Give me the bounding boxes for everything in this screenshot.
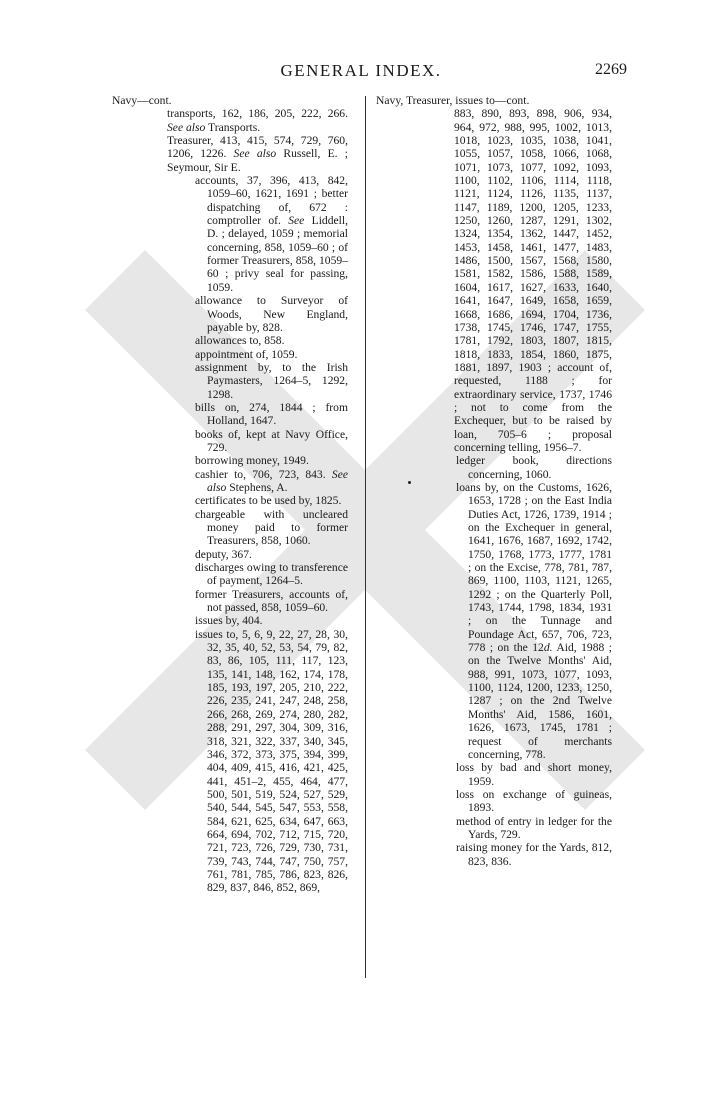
index-subentry-issues-by: issues by, 404. xyxy=(195,614,263,628)
page-title: GENERAL INDEX. xyxy=(280,61,442,80)
index-subentry-allowance: allowance to Surveyor of Woods, New England, payable by, 828. xyxy=(195,294,348,334)
index-subentry-loans: loans by, on the Customs, 1626, 1653, 1728 ; on the East India Duties Act, 1726, 1739, 1914 ; on the Exchequer in general, 1641, 1676, 1687, 1692, 1742, 1750, 1768, 1773, 1777, 1781 ; on the Excise, 778, 781, 787, 869, 1100, 1103, 1121, 1265, 1292 ; on the Quarterly Poll, 1743, 1744, 1798, 1834, 1931 ; on the Tunnage and Poundage Act, 657, 706, 723, 778 ; on the 12d. Aid, 1988 ; on the Twelve Months' Aid, 988, 991, 1073, 1077, 1093, 1100, 1124, 1200, 1233, 1250, 1287 ; on the 2nd Twelve Months' Aid, 1586, 1601, 1626, 1673, 1745, 1781 ; request of merchants concerning, 778. xyxy=(456,480,612,761)
stray-mark xyxy=(408,481,411,484)
index-subentry-raising-money: raising money for the Yards, 812, 823, 836. xyxy=(456,841,612,868)
right-column xyxy=(376,94,612,868)
index-subentry-issues-to: issues to, 5, 6, 9, 22, 27, 28, 30, 32, 35, 40, 52, 53, 54, 79, 82, 83, 86, 105, 111, 117, 123, 135, 141, 148, 162, 174, 178, 185, 193, 197, 205, 210, 222, 226, 235, 241, 247, 248, 258, 266, 268, 269, 274, 280, 282, 288, 291, 297, 304, 309, 316, 318, 321, 322, 337, 340, 345, 346, 372, 373, 375, 394, 399, 404, 409, 415, 416, 421, 425, 441, 451–2, 455, 464, 477, 500, 501, 519, 524, 527, 529, 540, 544, 545, 547, 553, 558, 584, 621, 625, 634, 647, 663, 664, 694, 702, 712, 715, 720, 721, 723, 726, 729, 730, 731, 739, 743, 744, 747, 750, 757, 761, 781, 785, 786, 823, 826, 829, 837, 846, 852, 869, xyxy=(195,627,348,895)
index-entry-transports: transports, 162, 186, 205, 222, 266. See also Transports. xyxy=(167,107,348,134)
index-subentry-ledger: ledger book, directions concerning, 1060. xyxy=(456,454,612,481)
index-subentry-books: books of, kept at Navy Office, 729. xyxy=(195,427,348,454)
section-heading: Navy—cont. xyxy=(112,94,172,107)
index-subentry-borrowing: borrowing money, 1949. xyxy=(195,454,309,468)
left-column xyxy=(112,94,348,895)
index-subentry-deputy: deputy, 367. xyxy=(195,547,252,561)
index-subentry-chargeable: chargeable with uncleared money paid to former Treasurers, 858, 1060. xyxy=(195,507,348,548)
index-subentry-appointment: appointment of, 1059. xyxy=(195,347,298,361)
index-subentry-assignment: assignment by, to the Irish Paymasters, 1264–5, 1292, 1298. xyxy=(195,360,348,401)
index-subentry-certificates: certificates to be used by, 1825. xyxy=(195,494,342,508)
index-subentry-cashier: cashier to, 706, 723, 843. See also Stephens, A. xyxy=(195,467,348,494)
index-subentry-accounts: accounts, 37, 396, 413, 842, 1059–60, 1621, 1691 ; better dispatching of, 672 : comptroller of. See Liddell, D. ; delayed, 1059 ; memorial concerning, 858, 1059–60 ; of former Treasurers, 858, 1059–60 ; privy seal for passing, 1059. xyxy=(195,174,349,294)
index-subentry-loss-exchange: loss on exchange of guineas, 1893. xyxy=(456,787,612,815)
index-subentry-former-treasurers: former Treasurers, accounts of, not passed, 858, 1059–60. xyxy=(195,587,348,615)
index-entry-treasurer: Treasurer, 413, 415, 574, 729, 760, 1206, 1226. See also Russell, E. ; Seymour, Sir E. xyxy=(167,134,348,174)
index-subentry-loss-bad-money: loss by bad and short money, 1959. xyxy=(456,761,612,788)
index-subentry-issues-to-cont: 883, 890, 893, 898, 906, 934, 964, 972, 988, 995, 1002, 1013, 1018, 1023, 1035, 1038, 1041, 1055, 1057, 1058, 1066, 1068, 1071, 1073, 1077, 1092, 1093, 1100, 1102, 1106, 1114, 1118, 1121, 1124, 1126, 1135, 1137, 1147, 1189, 1200, 1205, 1233, 1250, 1260, 1287, 1291, 1302, 1324, 1354, 1362, 1447, 1452, 1453, 1458, 1461, 1477, 1483, 1486, 1500, 1567, 1568, 1580, 1581, 1582, 1586, 1588, 1589, 1604, 1617, 1627, 1633, 1640, 1641, 1647, 1649, 1658, 1659, 1668, 1686, 1694, 1704, 1736, 1738, 1745, 1746, 1747, 1755, 1781, 1792, 1803, 1807, 1815, 1818, 1833, 1854, 1860, 1875, 1881, 1897, 1903 ; account of, requested, 1188 ; for extraordinary service, 1737, 1746 ; not to come from the Exchequer, but to be raised by loan, 705–6 ; proposal concerning telling, 1956–7. xyxy=(454,107,612,454)
page-number: 2269 xyxy=(595,61,627,78)
index-subentry-method-entry: method of entry in ledger for the Yards, 729. xyxy=(456,814,612,841)
index-subentry-allowances: allowances to, 858. xyxy=(195,334,285,348)
index-subentry-bills: bills on, 274, 1844 ; from Holland, 1647. xyxy=(195,400,348,428)
index-subentry-discharges: discharges owing to transference of payment, 1264–5. xyxy=(195,561,348,588)
column-divider xyxy=(365,96,366,978)
section-heading-continued: Navy, Treasurer, issues to—cont. xyxy=(376,94,530,107)
